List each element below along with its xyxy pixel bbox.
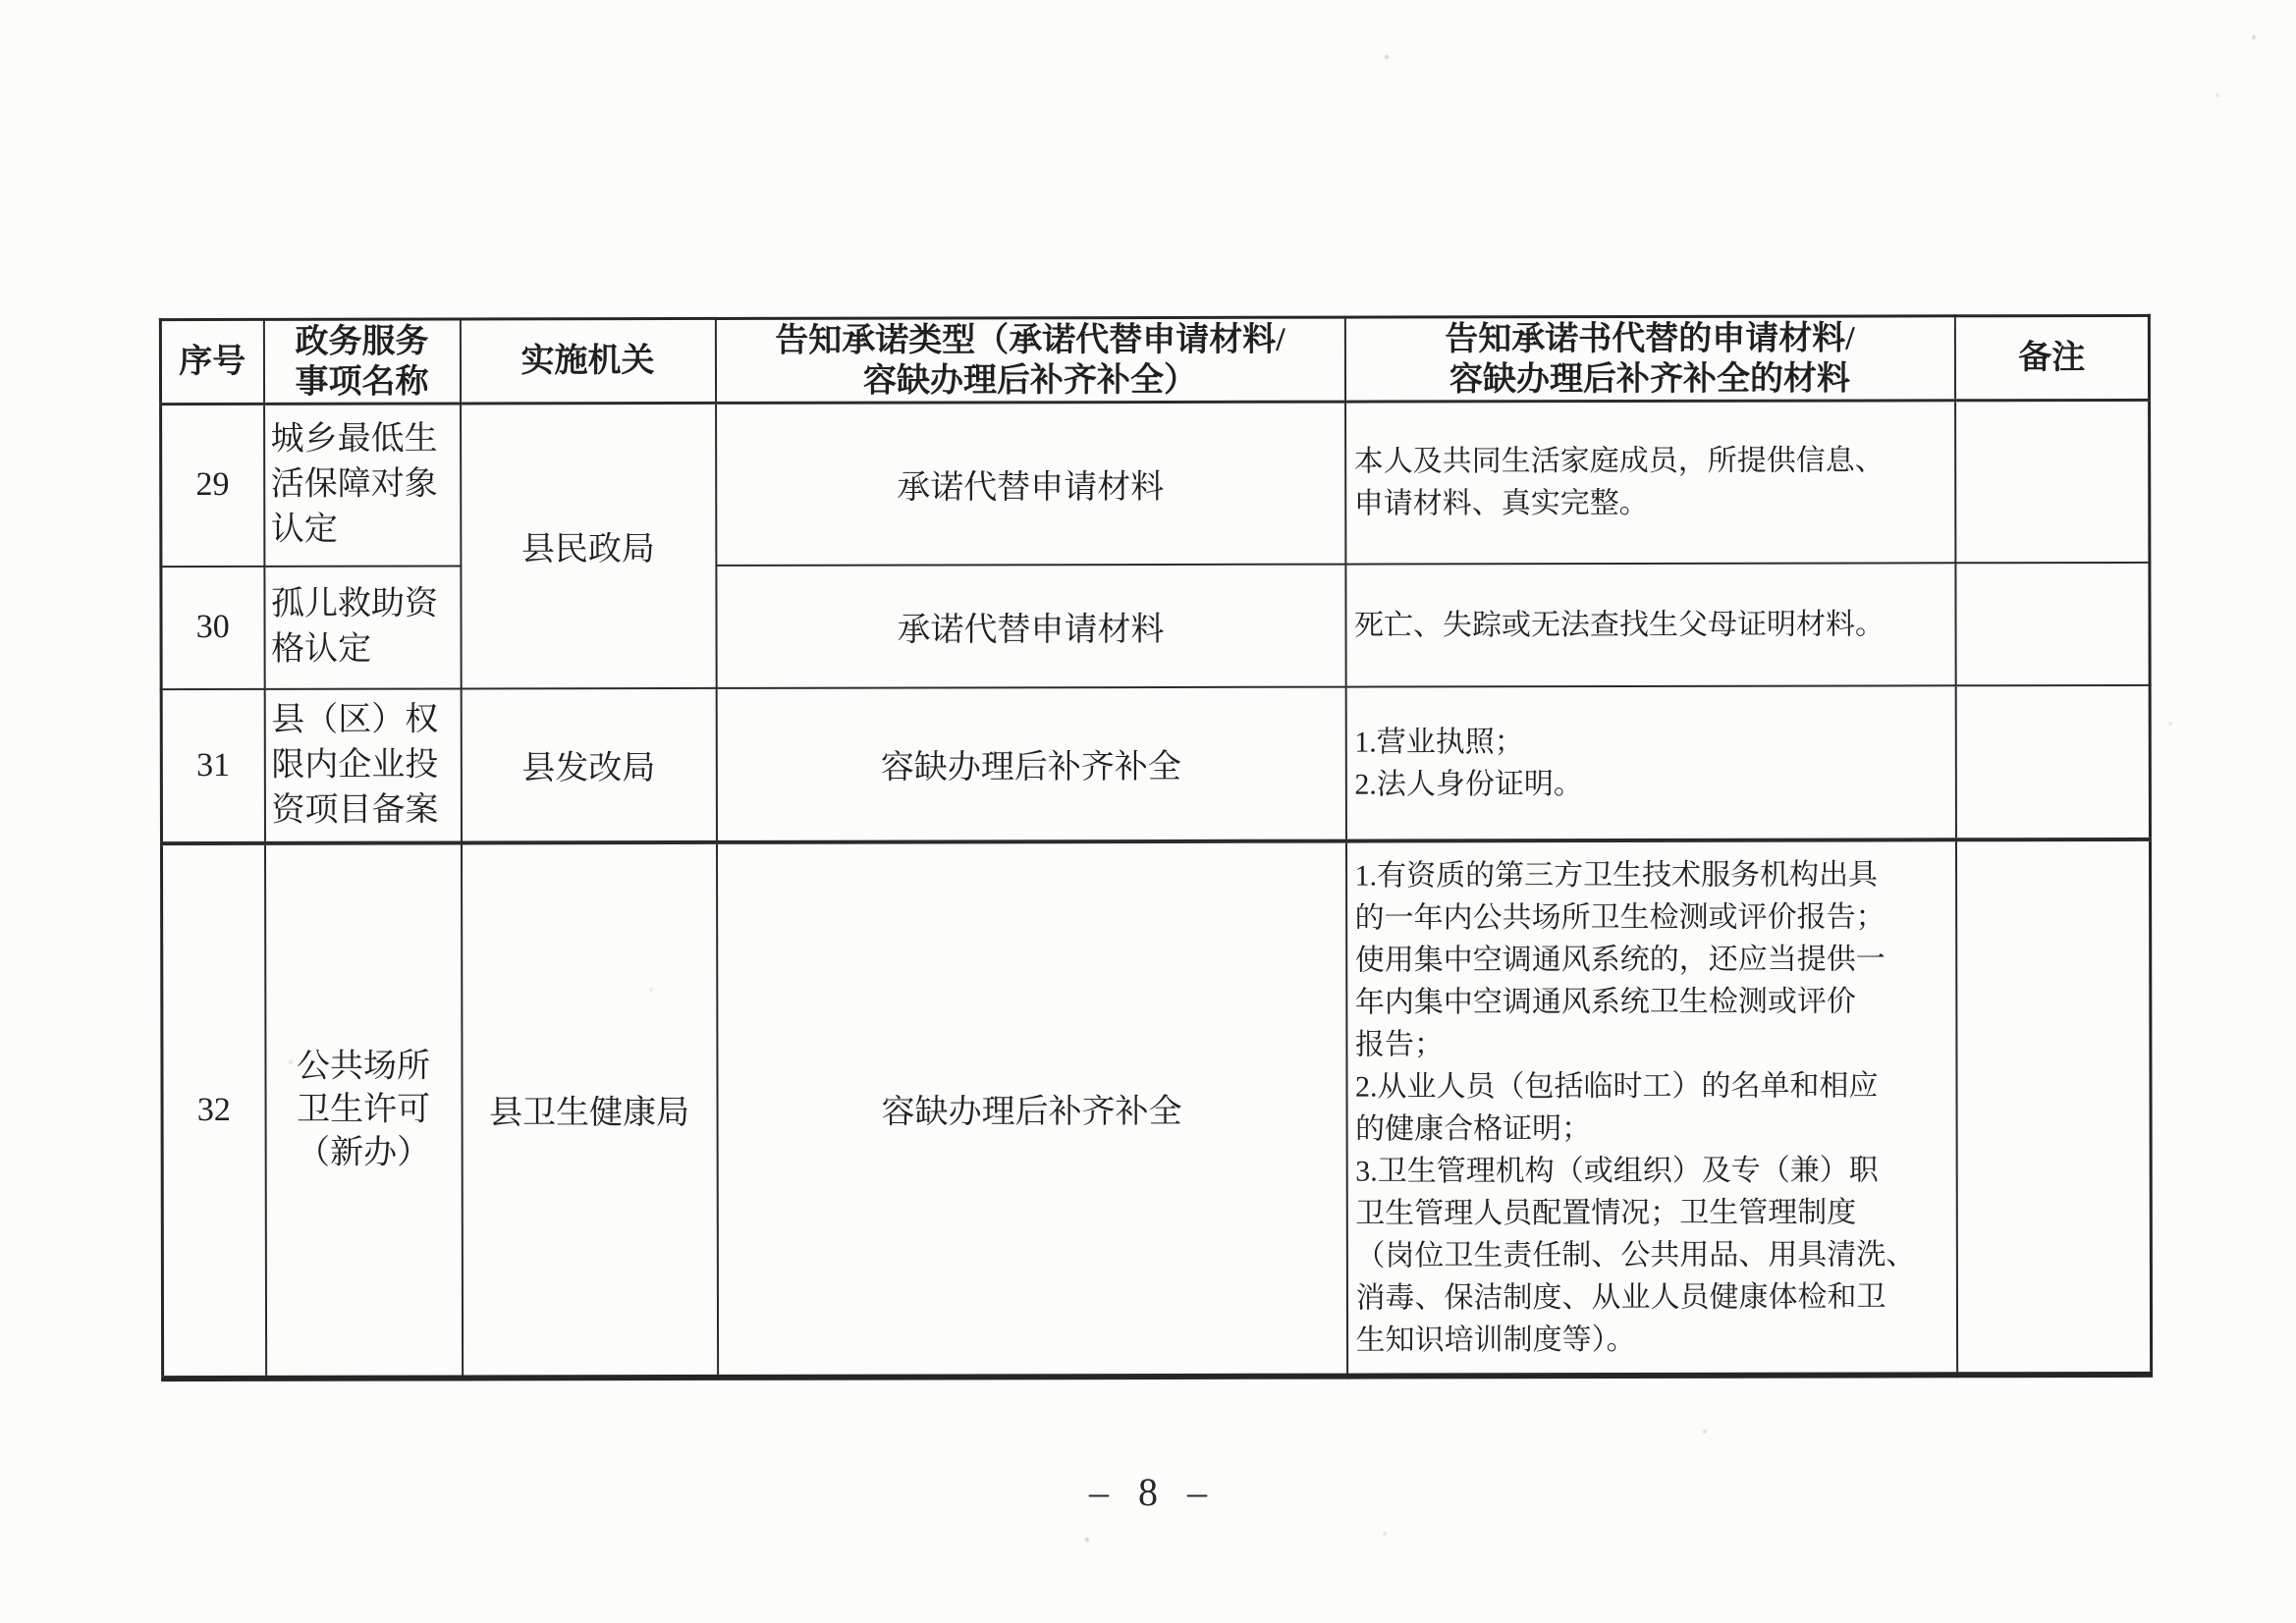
cell-row29-name: 城乡最低生活保障对象认定 [264, 404, 461, 566]
table-header-row [160, 315, 2149, 404]
cell-row32-name: 公共场所 卫生许可 （新办） [264, 842, 462, 1378]
cell-row31-agency: 县发改局 [461, 687, 716, 842]
cell-row30-type: 承诺代替申请材料 [716, 564, 1345, 687]
header-cell-remark: 备注 [1954, 315, 2149, 400]
cell-row31-index: 31 [161, 688, 264, 842]
cell-row29-materials: 本人及共同生活家庭成员，所提供信息、 申请材料、真实完整。 [1345, 401, 1955, 564]
page-number: – 8 – [1089, 1470, 1209, 1514]
cell-row32-agency: 县卫生健康局 [461, 841, 717, 1378]
notification-commitment-table [159, 314, 2153, 1381]
cell-row29-30-agency: 县民政局 [461, 403, 717, 688]
cell-row30-remark [1955, 562, 2150, 684]
cell-row32-materials: 1.有资质的第三方卫生技术服务机构出具 的一年内公共场所卫生检测或评价报告； 使用集中空调通风系统的，还应当提供一 年内集中空调通风系统卫生检测或评价 报告； 2.从业人员（包括临时工）的名单和相应 的健康合格证明； 3.卫生管理机构（或组织）及专（兼）职 卫生管理人员配置情况；卫生管理制度 （岗位卫生责任制、公共用品、用具清洗、 消毒、保洁制度、从业人员健康体检和卫 生知识培训制度等）。 [1345, 839, 1956, 1376]
cell-row31-name: 县（区）权限内企业投资项目备案 [264, 688, 461, 842]
cell-row32-remark [1955, 839, 2151, 1374]
table-row-29 [161, 400, 2150, 566]
cell-row30-materials: 死亡、失踪或无法查找生父母证明材料。 [1345, 563, 1955, 686]
cell-row31-type: 容缺办理后补齐补全 [716, 686, 1345, 841]
cell-row29-remark [1955, 400, 2150, 562]
table-row-30 [161, 562, 2150, 688]
cell-row30-name: 孤儿救助资格认定 [264, 566, 461, 688]
header-cell-materials: 告知承诺书代替的申请材料/ 容缺办理后补齐补全的材料 [1344, 316, 1954, 402]
cell-row29-index: 29 [161, 404, 264, 566]
table-row-32 [161, 839, 2151, 1378]
cell-row31-materials: 1.营业执照； 2.法人身份证明。 [1345, 685, 1955, 840]
cell-row32-type: 容缺办理后补齐补全 [716, 840, 1346, 1377]
cell-row32-index: 32 [161, 842, 265, 1378]
header-cell-agency: 实施机关 [460, 318, 715, 404]
cell-row31-remark [1955, 684, 2150, 839]
header-cell-commitment-type: 告知承诺类型（承诺代替申请材料/ 容缺办理后补齐补全） [715, 317, 1344, 403]
header-cell-index: 序号 [160, 319, 263, 404]
table-row-31 [161, 684, 2150, 842]
cell-row29-type: 承诺代替申请材料 [716, 402, 1345, 565]
header-cell-item-name: 政务服务 事项名称 [263, 319, 460, 404]
cell-row30-index: 30 [161, 566, 264, 688]
